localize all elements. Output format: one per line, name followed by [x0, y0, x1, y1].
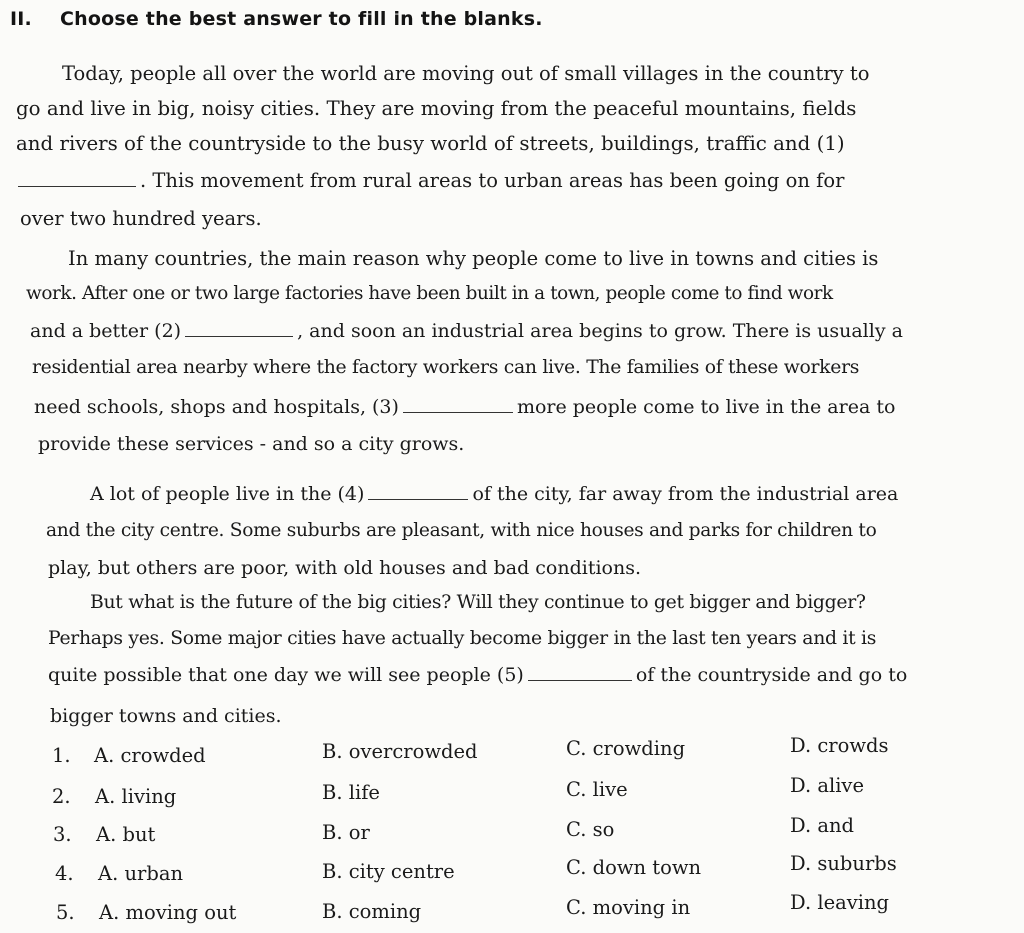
text-segment: quite possible that one day we will see people (5)	[48, 664, 524, 686]
option-b[interactable]: B. life	[322, 781, 380, 804]
option-b[interactable]: B. or	[322, 821, 370, 844]
option-b[interactable]: B. overcrowded	[322, 740, 478, 763]
option-a[interactable]: A. but	[96, 823, 156, 846]
text-line: and rivers of the countryside to the busy world of streets, buildings, traffic and (1)	[16, 132, 845, 155]
question-number: 5.	[56, 901, 75, 924]
text-line: But what is the future of the big cities? Will they continue to get bigger and bigger?	[90, 592, 866, 613]
question-number: 4.	[55, 862, 74, 885]
text-segment: . This movement from rural areas to urban areas has been going on for	[140, 169, 845, 192]
text-segment: A lot of people live in the (4)	[90, 483, 365, 505]
option-c[interactable]: C. down town	[566, 856, 702, 879]
question-number: 1.	[52, 744, 71, 767]
option-d[interactable]: D. crowds	[790, 734, 889, 757]
text-segment: more people come to live in the area to	[516, 396, 896, 418]
text-line: Perhaps yes. Some major cities have actually become bigger in the last ten years and it is	[48, 628, 877, 649]
option-a[interactable]: A. moving out	[99, 901, 237, 924]
text-line: In many countries, the main reason why people come to live in towns and cities is	[68, 247, 879, 270]
option-c[interactable]: C. moving in	[566, 896, 691, 919]
text-line: over two hundred years.	[20, 207, 262, 230]
option-a[interactable]: A. living	[95, 785, 177, 808]
section-number: II.	[10, 8, 32, 30]
blank-4[interactable]	[368, 498, 468, 500]
text-segment: , and soon an industrial area begins to grow. There is usually a	[297, 320, 903, 342]
option-c[interactable]: C. crowding	[566, 737, 686, 760]
option-c[interactable]: C. so	[566, 818, 615, 841]
blank-1[interactable]	[18, 185, 136, 187]
option-a[interactable]: A. crowded	[94, 744, 206, 767]
option-c[interactable]: C. live	[566, 778, 628, 801]
text-line: residential area nearby where the factory workers can live. The families of these workers	[32, 357, 860, 378]
text-line: play, but others are poor, with old houses and bad conditions.	[48, 557, 642, 579]
exercise-heading	[10, 8, 543, 30]
option-d[interactable]: D. and	[790, 814, 855, 837]
option-d[interactable]: D. suburbs	[790, 852, 897, 875]
option-d[interactable]: D. alive	[790, 774, 864, 797]
question-number: 2.	[52, 785, 71, 808]
option-b[interactable]: B. coming	[322, 900, 422, 923]
text-line: go and live in big, noisy cities. They are moving from the peaceful mountains, fields	[16, 97, 857, 120]
text-segment: and a better (2)	[30, 320, 182, 342]
option-d[interactable]: D. leaving	[790, 891, 890, 914]
text-line: work. After one or two large factories have been built in a town, people come to find work	[26, 283, 833, 304]
text-line	[18, 169, 844, 192]
text-segment: of the countryside and go to	[635, 664, 908, 686]
text-line	[30, 320, 903, 342]
text-line: Today, people all over the world are moving out of small villages in the country to	[62, 62, 870, 85]
text-segment: need schools, shops and hospitals, (3)	[34, 396, 399, 418]
option-b[interactable]: B. city centre	[322, 860, 455, 883]
blank-5[interactable]	[528, 679, 632, 681]
option-a[interactable]: A. urban	[98, 862, 184, 885]
instruction: Choose the best answer to fill in the blanks.	[60, 8, 543, 30]
text-line: provide these services - and so a city grows.	[38, 433, 465, 455]
blank-3[interactable]	[403, 411, 513, 413]
text-line	[34, 396, 895, 418]
text-line: bigger towns and cities.	[50, 705, 282, 727]
blank-2[interactable]	[185, 335, 293, 337]
text-line: and the city centre. Some suburbs are pleasant, with nice houses and parks for children to	[46, 520, 877, 541]
text-line	[90, 483, 898, 505]
text-line	[48, 664, 907, 686]
text-segment: of the city, far away from the industrial area	[472, 483, 899, 505]
question-number: 3.	[53, 823, 72, 846]
